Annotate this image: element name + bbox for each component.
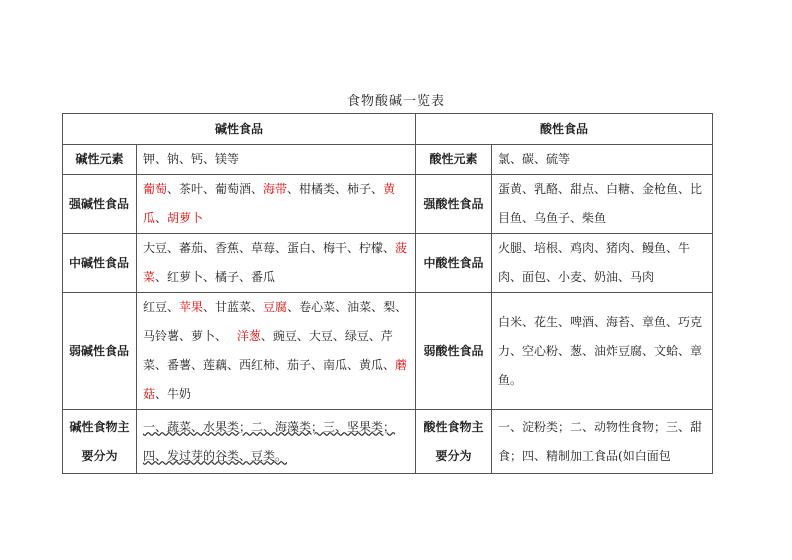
acid-label: 酸性食物主要分为 — [416, 410, 492, 474]
food-text: 一、淀粉类；二、动物性食物；三、甜食；四、精制加工食品(如白面包 — [498, 419, 703, 463]
table-row — [63, 145, 713, 175]
food-text: 、豌豆、大豆、绿豆、芹菜、番薯、莲藕、西红柿、茄子、南瓜、黄瓜、 — [143, 329, 396, 372]
food-text: 一、蔬菜、水果类；二、海藻类；三、坚果类；四、发过芽的谷类、豆类。 — [143, 419, 396, 463]
alk-label: 中碱性食品 — [63, 234, 137, 293]
highlighted-food: 豆腐 — [263, 300, 288, 314]
alkaline-header: 碱性食品 — [63, 114, 416, 145]
food-text: 大豆、蕃茄、香蕉、草莓、蛋白、梅干、柠檬、 — [143, 241, 396, 255]
highlighted-food: 菠菜 — [143, 241, 408, 284]
food-text: 、卷心菜、油菜、梨、马铃薯、萝卜、 — [143, 300, 408, 343]
food-text: 、茶叶、葡萄酒、 — [167, 182, 264, 196]
highlighted-food: 海带 — [263, 182, 288, 196]
acid-items — [492, 293, 713, 410]
highlighted-food: 葡萄 — [143, 182, 168, 196]
food-text: 氯、碳、硫等 — [498, 152, 571, 166]
acid-label: 弱酸性食品 — [416, 293, 492, 410]
highlighted-food: 胡萝卜 — [167, 211, 204, 225]
table-row — [63, 234, 713, 293]
table-row — [63, 175, 713, 234]
food-text: 火腿、培根、鸡肉、猪肉、鳗鱼、牛肉、面包、小麦、奶油、马肉 — [498, 241, 691, 284]
food-text: 、 — [155, 211, 168, 225]
alk-label: 碱性食物主要分为 — [63, 410, 137, 474]
highlighted-food: 苹果 — [179, 300, 204, 314]
table-row — [63, 293, 713, 410]
acid-items — [492, 145, 713, 175]
acid-alkaline-table — [62, 113, 713, 474]
food-text: 白米、花生、啤酒、海苔、章鱼、巧克力、空心粉、葱、油炸豆腐、文蛤、章鱼。 — [498, 314, 703, 387]
alk-items — [137, 293, 416, 410]
acid-label: 强酸性食品 — [416, 175, 492, 234]
acid-label: 中酸性食品 — [416, 234, 492, 293]
page-title: 食物酸碱一览表 — [346, 94, 445, 109]
acid-items — [492, 234, 713, 293]
table-row — [63, 410, 713, 474]
food-text: 、甘蓝菜、 — [203, 300, 264, 314]
food-text: 、牛奶 — [155, 387, 192, 401]
alk-items — [137, 175, 416, 234]
food-text: 、红萝卜、橘子、番瓜 — [155, 270, 276, 284]
food-text: 钾、钠、钙、镁等 — [143, 152, 240, 166]
alk-items — [137, 145, 416, 175]
acid-label: 酸性元素 — [416, 145, 492, 175]
alk-label: 弱碱性食品 — [63, 293, 137, 410]
highlighted-food: 蘑菇 — [143, 358, 408, 401]
highlighted-food: 黄瓜 — [143, 182, 396, 225]
alk-label: 碱性元素 — [63, 145, 137, 175]
alk-items — [137, 234, 416, 293]
alk-label: 强碱性食品 — [63, 175, 137, 234]
food-text: 、柑橘类、柿子、 — [287, 182, 384, 196]
alk-items — [137, 410, 416, 474]
acidic-header: 酸性食品 — [416, 114, 713, 145]
food-text: 红豆、 — [143, 300, 180, 314]
food-text: 蛋黄、乳酪、甜点、白糖、金枪鱼、比目鱼、乌鱼子、柴鱼 — [498, 182, 703, 225]
highlighted-food: 洋葱 — [236, 329, 261, 343]
acid-items — [492, 410, 713, 474]
acid-items — [492, 175, 713, 234]
